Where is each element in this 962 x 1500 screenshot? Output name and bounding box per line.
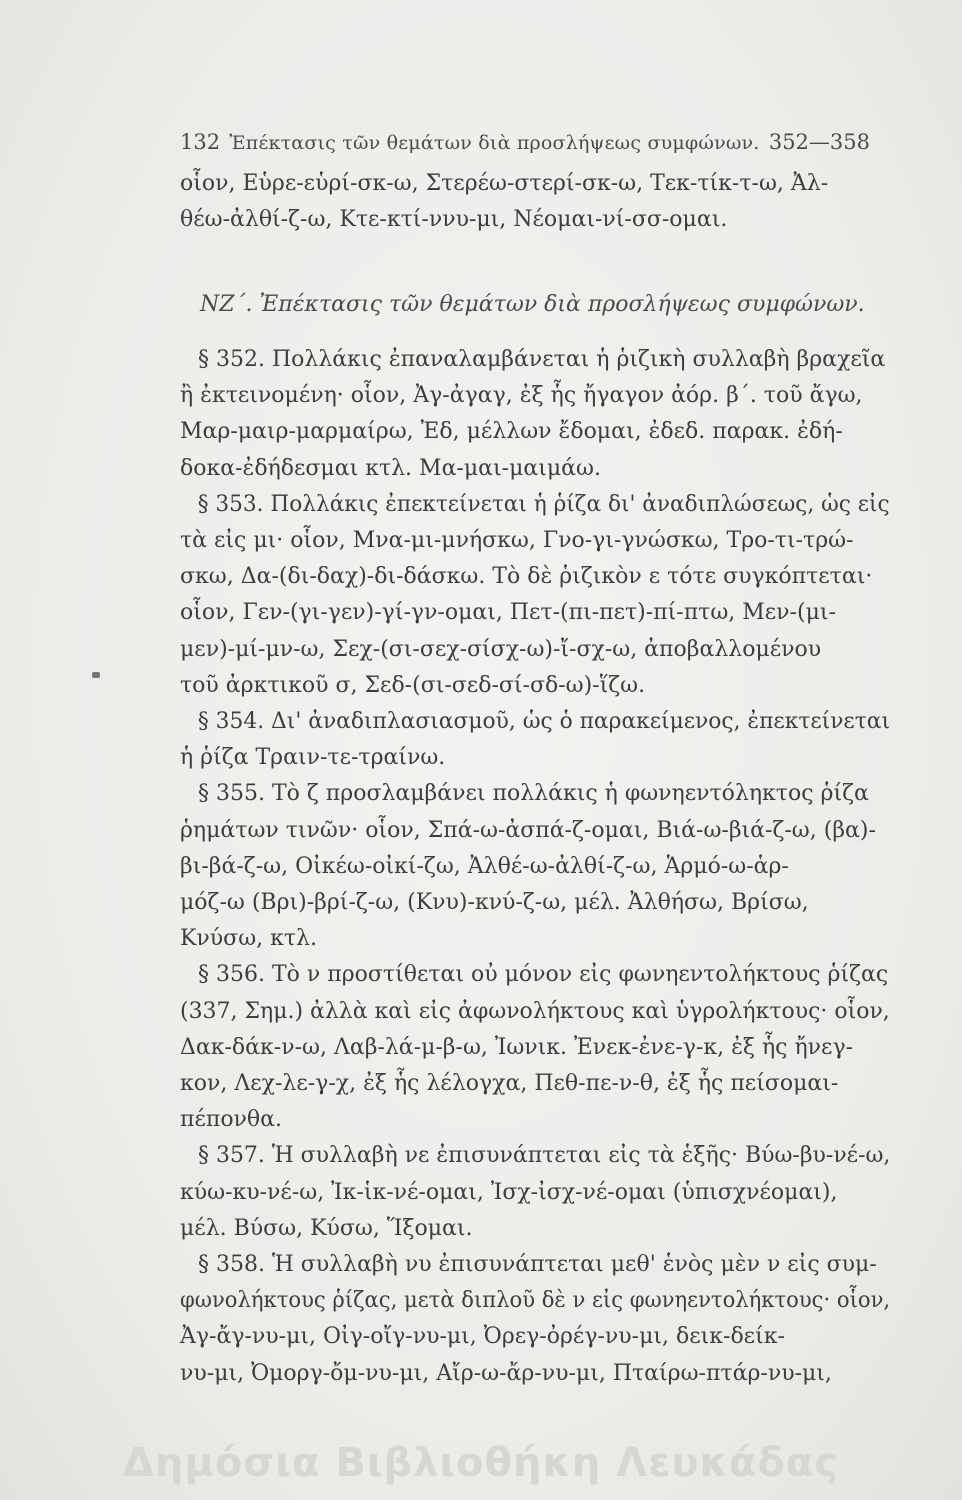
- intro-text: [180, 166, 890, 238]
- page-number: 132: [180, 130, 221, 154]
- text-line: μόζ-ω (Βρι)-βρί-ζ-ω, (Κνυ)-κνύ-ζ-ω, μέλ. Ἀλθήσω, Βρίσω,: [180, 890, 809, 916]
- paragraph-357: [180, 1138, 890, 1247]
- text-line: βι-βά-ζ-ω, Οἰκέω-οἰκί-ζω, Ἀλθέ-ω-ἀλθί-ζ-ω, Ἁρμό-ω-ἁρ-: [180, 853, 789, 879]
- text-line: § 356. Τὸ ν προστίθεται οὐ μόνον εἰς φωνηεντολήκτους ῥίζας: [198, 962, 889, 988]
- text-line: § 353. Πολλάκις ἐπεκτείνεται ἡ ῥίζα δι' ἀναδιπλώσεως, ὡς εἰς: [197, 491, 890, 517]
- section-range: 352—358: [768, 130, 870, 154]
- body-text: [180, 342, 890, 1392]
- paragraph-358: [180, 1247, 890, 1392]
- text-line: δοκα-ἐδήδεσμαι κτλ. Μα-μαι-μαιμάω.: [180, 455, 601, 481]
- text-line: Ἀγ-ἄγ-νυ-μι, Οἰγ-οἴγ-νυ-μι, Ὀρεγ-ὀρέγ-νυ-μι, δεικ-δείκ-: [180, 1324, 785, 1350]
- text-line: κύω-κυ-νέ-ω, Ἰκ-ἱκ-νέ-ομαι, Ἰσχ-ἰσχ-νέ-ομαι (ὑπισχνέομαι),: [180, 1179, 838, 1205]
- running-title: Ἐπέκτασις τῶν θεμάτων διὰ προσλήψεως συμφώνων.: [229, 132, 760, 154]
- text-line: σκω, Δα-(δι-δαχ)-δι-δάσκω. Τὸ δὲ ῥιζικὸν ε τότε συγκόπτεται·: [180, 564, 873, 590]
- text-line: § 358. Ἡ συλλαβὴ νυ ἐπισυνάπτεται μεθ' ἑνὸς μὲν ν εἰς συμ-: [198, 1252, 877, 1278]
- intro-line: θέω-ἀλθί-ζ-ω, Κτε-κτί-ννυ-μι, Νέομαι-νί-σσ-ομαι.: [180, 207, 728, 233]
- text-line: μέλ. Βύσω, Κύσω, Ἵξομαι.: [180, 1215, 473, 1241]
- text-line: ῥημάτων τινῶν· οἷον, Σπά-ω-ἀσπά-ζ-ομαι, Βιά-ω-βιά-ζ-ω, (βα)-: [180, 817, 876, 843]
- intro-line: οἷον, Εὑρε-εὑρί-σκ-ω, Στερέω-στερί-σκ-ω, Τεκ-τίκ-τ-ω, Ἀλ-: [180, 171, 829, 196]
- paragraph-352: [180, 342, 890, 487]
- text-line: φωνολήκτους ῥίζας, μετὰ διπλοῦ δὲ ν εἰς φωνηεντολήκτους· οἷον,: [180, 1288, 891, 1314]
- text-line: μεν)-μί-μν-ω, Σεχ-(σι-σεχ-σίσχ-ω)-ἴ-σχ-ω, ἀποβαλλομένου: [180, 636, 822, 662]
- paragraph-354: [180, 704, 890, 776]
- text-line: § 354. Δι' ἀναδιπλασιασμοῦ, ὡς ὁ παρακείμενος, ἐπεκτείνεται: [197, 709, 891, 735]
- text-line: Μαρ-μαιρ-μαρμαίρω, Ἐδ, μέλλων ἔδομαι, ἐδεδ. παρακ. ἐδή-: [180, 419, 843, 445]
- page-header: [180, 130, 870, 154]
- text-line: (337, Σημ.) ἀλλὰ καὶ εἰς ἀφωνολήκτους καὶ ὑγρολήκτους· οἷον,: [180, 998, 890, 1024]
- text-line: § 355. Τὸ ζ προσλαμβάνει πολλάκις ἡ φωνηεντόληκτος ῥίζα: [198, 781, 869, 807]
- paragraph-353: [180, 487, 890, 704]
- text-line: πέπονθα.: [180, 1107, 283, 1133]
- text-line: τὰ εἰς μι· οἷον, Μνα-μι-μνήσκω, Γνο-γι-γνώσκω, Τρο-τι-τρώ-: [180, 528, 854, 554]
- text-line: κον, Λεχ-λε-γ-χ, ἐξ ἧς λέλογχα, Πεθ-πε-ν-θ, ἐξ ἧς πείσομαι-: [180, 1071, 839, 1097]
- paragraph-356: [180, 957, 890, 1138]
- text-line: § 357. Ἡ συλλαβὴ νε ἐπισυνάπτεται εἰς τὰ ἑξῆς· Βύω-βυ-νέ-ω,: [197, 1143, 891, 1169]
- text-line: οἷον, Γεν-(γι-γεν)-γί-γν-ομαι, Πετ-(πι-πετ)-πί-πτω, Μεν-(μι-: [180, 600, 836, 626]
- text-line: Δακ-δάκ-ν-ω, Λαβ-λά-μ-β-ω, Ἰωνικ. Ἐνεκ-ἐνε-γ-κ, ἐξ ἧς ἤνεγ-: [180, 1034, 854, 1060]
- text-line: Κνύσω, κτλ.: [180, 926, 317, 952]
- paragraph-355: [180, 776, 890, 957]
- margin-mark: [92, 672, 100, 678]
- chapter-heading: ΝΖ΄. Ἐπέκτασις τῶν θεμάτων διὰ προσλήψεως συμφώνων.: [200, 292, 865, 317]
- text-line: ἢ ἐκτεινομένη· οἷον, Ἀγ-ἀγαγ, ἐξ ἧς ἤγαγον ἀόρ. β΄. τοῦ ἄγω,: [180, 383, 863, 409]
- text-line: τοῦ ἀρκτικοῦ σ, Σεδ-(σι-σεδ-σί-σδ-ω)-ἵζω.: [180, 672, 646, 698]
- text-line: νυ-μι, Ὀμοργ-ὄμ-νυ-μι, Αἴρ-ω-ἄρ-νυ-μι, Πταίρω-πτάρ-νυ-μι,: [180, 1360, 832, 1386]
- library-watermark: Δημόσια Βιβλιοθήκη Λευκάδας: [122, 1440, 840, 1486]
- text-line: ἡ ῥίζα Τραιν-τε-τραίνω.: [180, 745, 446, 771]
- text-line: § 352. Πολλάκις ἐπαναλαμβάνεται ἡ ῥιζικὴ συλλαβὴ βραχεῖα: [198, 347, 886, 372]
